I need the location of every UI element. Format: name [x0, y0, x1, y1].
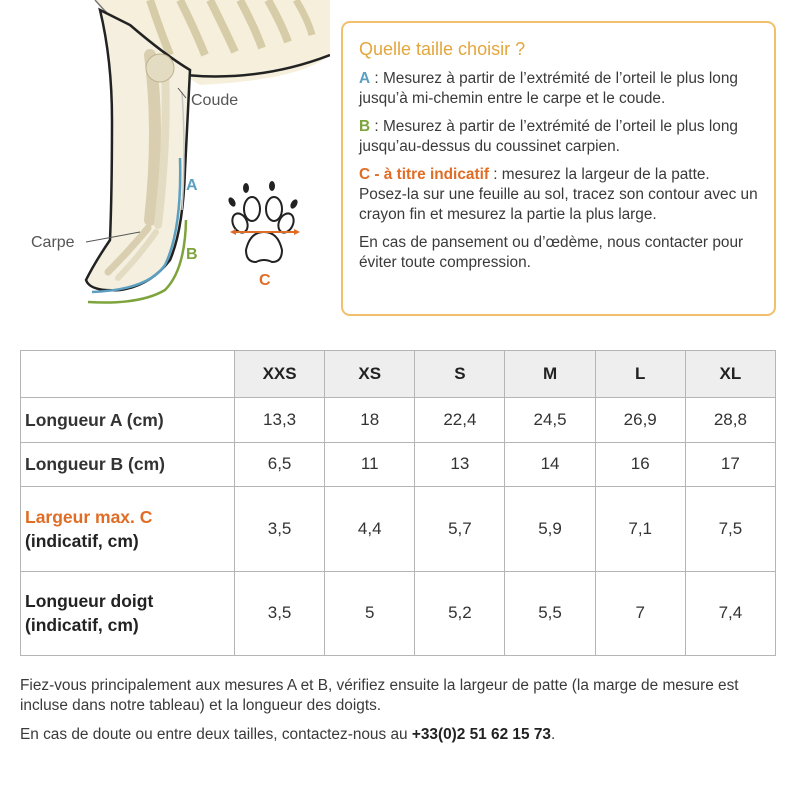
info-a-text: : Mesurez à partir de l’extrémité de l’orteil le plus long jusqu’à mi-chemin entre le carpe et le coude.	[359, 70, 738, 107]
row-label-text: Largeur max. C	[25, 506, 153, 527]
label-c: C	[259, 272, 271, 289]
info-c-paragraph	[359, 165, 760, 225]
table-header-m: M	[505, 351, 595, 398]
row-label-sub: (indicatif, cm)	[25, 615, 139, 636]
table-cell: 5,9	[505, 487, 595, 571]
size-table	[20, 350, 776, 656]
row-label-text: Longueur A (cm)	[25, 409, 164, 430]
table-row	[21, 398, 776, 443]
table-cell: 13	[415, 442, 505, 487]
info-b-label: B	[359, 118, 371, 135]
info-b-text: : Mesurez à partir de l’extrémité de l’orteil le plus long jusqu’au-dessus du coussinet carpien.	[359, 118, 738, 155]
row-label-longueur-doigt	[21, 571, 235, 655]
table-header-empty	[21, 351, 235, 398]
row-label-longueur-a	[21, 398, 235, 443]
info-b-paragraph	[359, 117, 760, 157]
row-label-text: Longueur B (cm)	[25, 454, 165, 475]
table-cell: 3,5	[235, 571, 325, 655]
table-row	[21, 442, 776, 487]
info-a-label: A	[359, 70, 371, 87]
table-cell: 5,5	[505, 571, 595, 655]
table-cell: 22,4	[415, 398, 505, 443]
table-cell: 5	[325, 571, 415, 655]
table-cell: 5,7	[415, 487, 505, 571]
table-cell: 6,5	[235, 442, 325, 487]
table-cell: 7,4	[685, 571, 775, 655]
row-label-largeur-c	[21, 487, 235, 571]
size-guide-info-box	[341, 21, 776, 316]
table-header-xl: XL	[685, 351, 775, 398]
table-cell: 3,5	[235, 487, 325, 571]
table-header-l: L	[595, 351, 685, 398]
table-cell: 7,1	[595, 487, 685, 571]
table-cell: 28,8	[685, 398, 775, 443]
table-cell: 18	[325, 398, 415, 443]
table-header-row	[21, 351, 776, 398]
label-a: A	[186, 177, 198, 194]
label-carpe: Carpe	[31, 234, 75, 251]
info-title: Quelle taille choisir ?	[359, 39, 526, 59]
table-header-xxs: XXS	[235, 351, 325, 398]
table-cell: 17	[685, 442, 775, 487]
table-row	[21, 571, 776, 655]
info-note: En cas de pansement ou d’œdème, nous contacter pour éviter toute compression.	[359, 234, 744, 271]
row-label-longueur-b	[21, 442, 235, 487]
row-label-text: Longueur doigt	[25, 591, 154, 612]
info-c-label: C - à titre indicatif	[359, 166, 489, 183]
table-cell: 11	[325, 442, 415, 487]
table-cell: 13,3	[235, 398, 325, 443]
table-row	[21, 487, 776, 571]
table-header-s: S	[415, 351, 505, 398]
table-cell: 24,5	[505, 398, 595, 443]
dog-leg-illustration	[0, 0, 330, 330]
row-label-sub: (indicatif, cm)	[25, 530, 139, 551]
label-coude: Coude	[191, 92, 239, 109]
footer-notes	[20, 676, 780, 754]
footer-line-2	[20, 725, 780, 745]
paw-print-icon	[227, 181, 300, 262]
table-cell: 16	[595, 442, 685, 487]
table-cell: 7,5	[685, 487, 775, 571]
table-cell: 5,2	[415, 571, 505, 655]
phone-number: +33(0)2 51 62 15 73	[411, 726, 551, 743]
table-cell: 14	[505, 442, 595, 487]
table-cell: 26,9	[595, 398, 685, 443]
table-cell: 4,4	[325, 487, 415, 571]
footer-line-2-prefix: En cas de doute ou entre deux tailles, contactez-nous au	[20, 726, 412, 743]
label-b: B	[186, 246, 198, 263]
footer-line-1: Fiez-vous principalement aux mesures A et B, vérifiez ensuite la largeur de patte (la marge de mesure est incluse dans notre tableau) et la longueur des doigts.	[20, 677, 739, 714]
table-cell: 7	[595, 571, 685, 655]
info-a-paragraph	[359, 69, 760, 109]
table-header-xs: XS	[325, 351, 415, 398]
info-c-text: : mesurez la largeur de la patte. Posez-la sur une feuille au sol, tracez son contour avec un crayon fin et mesurez la partie la plus large.	[359, 166, 758, 223]
footer-line-2-suffix: .	[550, 726, 556, 743]
